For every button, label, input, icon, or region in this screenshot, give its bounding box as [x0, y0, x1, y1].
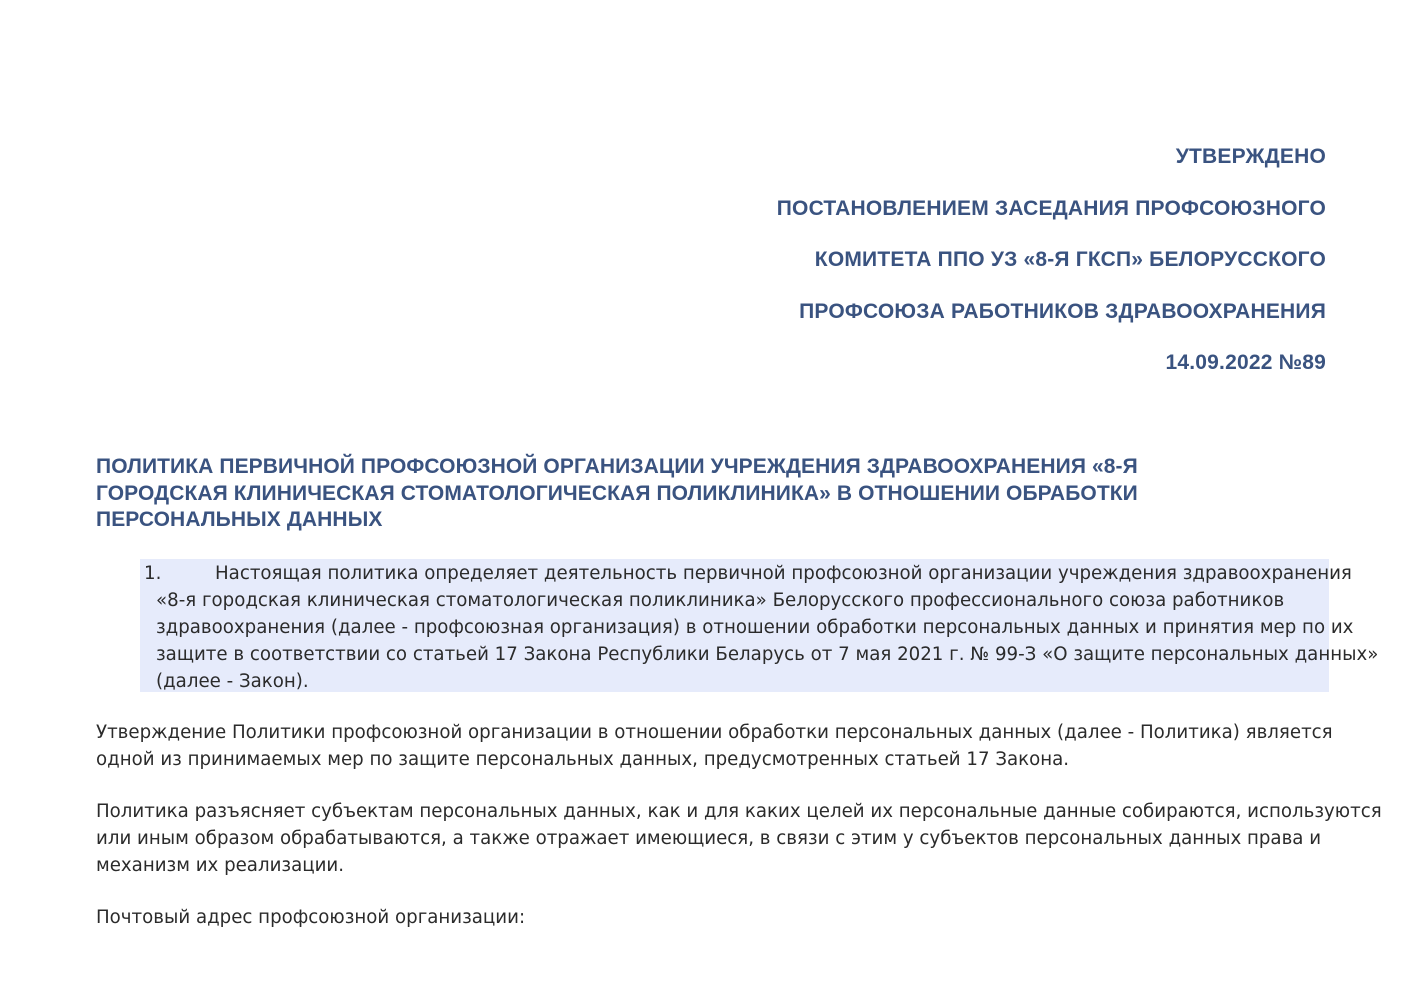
approval-line: УТВЕРЖДЕНО: [1175, 145, 1326, 168]
document-title: [96, 454, 1296, 534]
approval-line: ПОСТАНОВЛЕНИЕМ ЗАСЕДАНИЯ ПРОФСОЮЗНОГО: [776, 196, 1326, 220]
paragraph-postal-address: [96, 904, 1336, 931]
title-line: ГОРОДСКАЯ КЛИНИЧЕСКАЯ СТОМАТОЛОГИЧЕСКАЯ ПОЛИКЛИНИКА» В ОТНОШЕНИИ ОБРАБОТКИ: [96, 481, 1138, 505]
paragraph-policy-approval: [96, 719, 1336, 773]
paragraph-policy-explanation: [96, 798, 1382, 879]
approval-line: ПРОФСОЮЗА РАБОТНИКОВ ЗДРАВООХРАНЕНИЯ: [799, 299, 1326, 323]
title-line: ПОЛИТИКА ПЕРВИЧНОЙ ПРОФСОЮЗНОЙ ОРГАНИЗАЦИИ УЧРЕЖДЕНИЯ ЗДРАВООХРАНЕНИЯ «8-Я: [96, 455, 1138, 478]
approval-date-number: 14.09.2022 №89: [1165, 351, 1326, 374]
item-line: защите в соответствии со статьей 17 Закона Республики Беларусь от 7 мая 2021 г. № 99-З «О защите персональных данных»: [156, 644, 1379, 665]
approval-line: КОМИТЕТА ППО УЗ «8-Я ГКСП» БЕЛОРУССКОГО: [814, 248, 1326, 271]
paragraph-line: одной из принимаемых мер по защите персональных данных, предусмотренных статьей 17 Закона.: [96, 749, 1070, 770]
paragraph-line: или иным образом обрабатываются, а также отражает имеющиеся, в связи с этим у субъектов персональных данных права и: [96, 828, 1322, 849]
item-line: (далее - Закон).: [156, 671, 309, 692]
paragraph-line: Политика разъясняет субъектам персональных данных, как и для каких целей их персональные данные собираются, используются: [96, 801, 1382, 822]
paragraph-line: механизм их реализации.: [96, 855, 345, 876]
item-line: «8-я городская клиническая стоматологическая поликлиника» Белорусского профессионального союза работников: [156, 590, 1285, 611]
numbered-item-highlighted: [140, 559, 1379, 692]
item-line: Настоящая политика определяет деятельность первичной профсоюзной организации учреждения здравоохранения: [215, 563, 1352, 584]
item-text: [156, 560, 1379, 695]
item-line: здравоохранения (далее - профсоюзная организация) в отношении обработки персональных данных и принятия мер по их: [156, 617, 1354, 638]
title-line: ПЕРСОНАЛЬНЫХ ДАННЫХ: [96, 508, 383, 531]
item-number: 1.: [144, 563, 162, 584]
paragraph-line: Почтовый адрес профсоюзной организации:: [96, 907, 526, 928]
paragraph-line: Утверждение Политики профсоюзной организации в отношении обработки персональных данных (далее - Политика) является: [96, 722, 1333, 743]
approval-stamp-block: [777, 142, 1326, 400]
